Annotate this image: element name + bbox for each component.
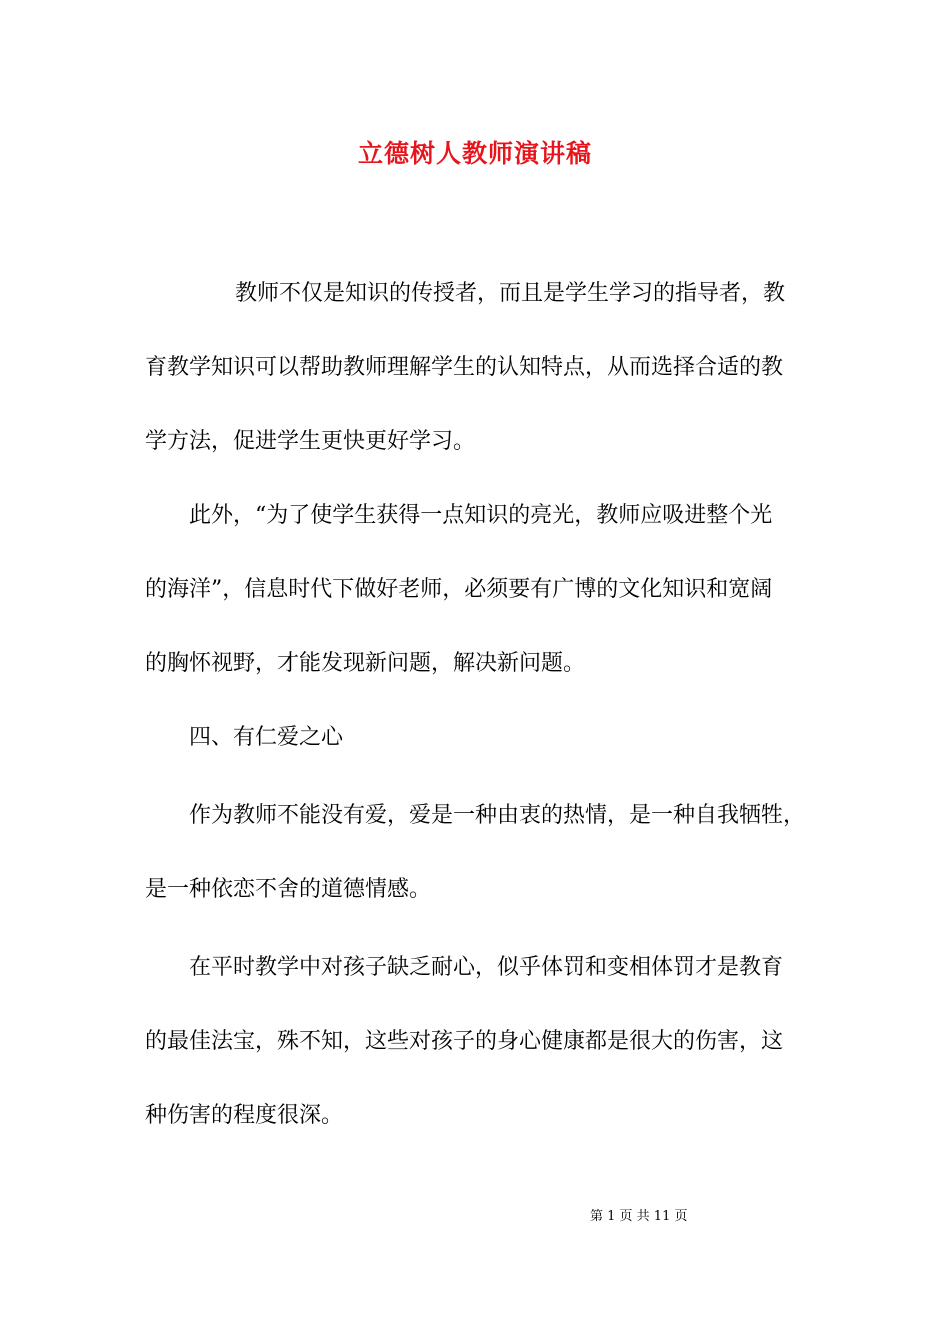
paragraph-line: 育教学知识可以帮助教师理解学生的认知特点，从而选择合适的教 (145, 355, 784, 380)
paragraph-line: 的胸怀视野，才能发现新问题，解决新问题。 (145, 651, 586, 676)
paragraph-line: 在平时教学中对孩子缺乏耐心，似乎体罚和变相体罚才是教育 (189, 955, 784, 980)
paragraph-line: 的海洋”，信息时代下做好老师，必须要有广博的文化知识和宽阔 (145, 577, 773, 602)
paragraph-line: 种伤害的程度很深。 (145, 1103, 344, 1128)
document-title: 立德树人教师演讲稿 (357, 139, 592, 168)
paragraph-line: 学方法，促进学生更快更好学习。 (145, 429, 476, 454)
page-number: 第 1 页 共 11 页 (590, 1209, 688, 1224)
paragraph-line: 此外，“为了使学生获得一点知识的亮光，教师应吸进整个光 (189, 503, 773, 528)
paragraph-line: 的最佳法宝，殊不知，这些对孩子的身心健康都是很大的伤害，这 (145, 1029, 784, 1054)
paragraph-line: 教师不仅是知识的传授者，而且是学生学习的指导者，教 (235, 281, 786, 306)
section-heading: 四、有仁爱之心 (189, 725, 344, 750)
paragraph-line: 是一种依恋不舍的道德情感。 (145, 877, 432, 902)
paragraph-line: 作为教师不能没有爱，爱是一种由衷的热情，是一种自我牺牲， (189, 803, 806, 828)
